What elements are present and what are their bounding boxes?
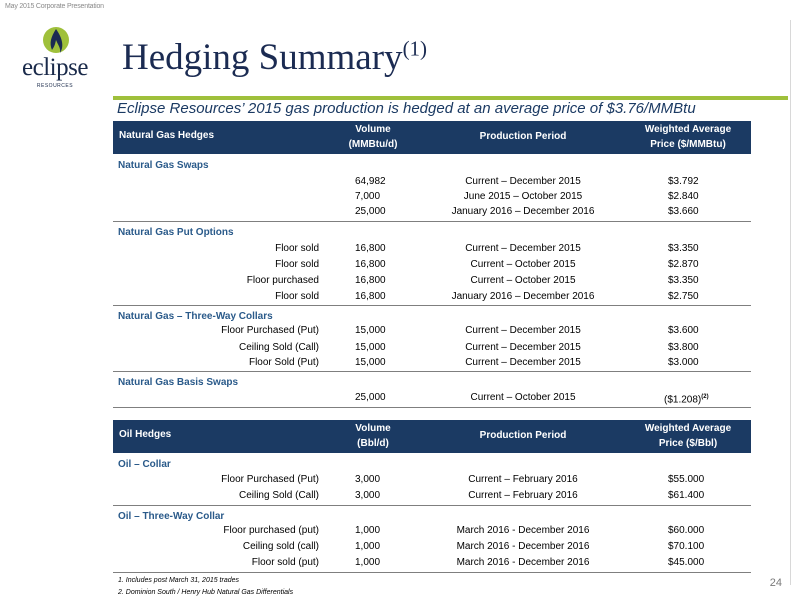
gas-table-header bbox=[113, 121, 751, 154]
oil-3way-period: March 2016 - December 2016 bbox=[456, 525, 590, 536]
put-option-period: January 2016 – December 2016 bbox=[451, 291, 595, 302]
collar-label: Floor Sold (Put) bbox=[248, 357, 319, 368]
put-option-price: $2.870 bbox=[668, 259, 699, 270]
gas-swap-period: June 2015 – October 2015 bbox=[463, 191, 583, 202]
put-option-volume: 16,800 bbox=[355, 243, 386, 254]
oil-header-period: Production Period bbox=[479, 430, 567, 441]
gas-header-volume-unit: (MMBtu/d) bbox=[348, 139, 398, 150]
section-divider bbox=[113, 505, 751, 506]
gas-header-period: Production Period bbox=[479, 131, 567, 142]
oil-collar-volume: 3,000 bbox=[355, 474, 381, 485]
gas-swap-period: Current – December 2015 bbox=[465, 176, 581, 187]
gas-swap-price: $3.660 bbox=[668, 206, 699, 217]
page-title-text: Hedging Summary bbox=[122, 37, 403, 78]
oil-header-price-unit: Price ($/Bbl) bbox=[658, 438, 718, 449]
section-oil-collar: Oil – Collar bbox=[118, 459, 171, 470]
section-natural-gas-swaps: Natural Gas Swaps bbox=[118, 160, 209, 171]
section-natural-gas-put-options: Natural Gas Put Options bbox=[118, 227, 234, 238]
put-option-period: Current – October 2015 bbox=[470, 275, 576, 286]
gas-swap-period: January 2016 – December 2016 bbox=[451, 206, 595, 217]
section-natural-gas-three-way-collars: Natural Gas – Three-Way Collars bbox=[118, 311, 273, 322]
subtitle: Eclipse Resources’ 2015 gas production is hedged at an average price of $3.76/MMBtu bbox=[117, 100, 696, 117]
oil-collar-price: $61.400 bbox=[668, 490, 705, 501]
presentation-header-note: May 2015 Corporate Presentation bbox=[5, 3, 104, 10]
gas-swap-volume: 7,000 bbox=[355, 191, 381, 202]
basis-swap-volume: 25,000 bbox=[355, 392, 386, 403]
put-option-label: Floor sold bbox=[275, 259, 319, 270]
basis-swap-price-value: ($1.208) bbox=[664, 394, 702, 406]
oil-collar-volume: 3,000 bbox=[355, 490, 381, 501]
collar-price: $3.000 bbox=[668, 357, 699, 368]
oil-3way-price: $70.100 bbox=[668, 541, 705, 552]
put-option-label: Floor purchased bbox=[246, 275, 319, 286]
oil-3way-period: March 2016 - December 2016 bbox=[456, 541, 590, 552]
logo-wordmark: eclipse bbox=[22, 54, 88, 81]
oil-3way-label: Floor sold (put) bbox=[251, 557, 319, 568]
put-option-price: $2.750 bbox=[668, 291, 699, 302]
put-option-volume: 16,800 bbox=[355, 275, 386, 286]
put-option-label: Floor sold bbox=[275, 243, 319, 254]
collar-period: Current – December 2015 bbox=[465, 325, 581, 336]
oil-header-label: Oil Hedges bbox=[119, 429, 172, 440]
oil-3way-price: $45.000 bbox=[668, 557, 705, 568]
page-title bbox=[122, 36, 427, 79]
footnote: 2. Dominion South / Henry Hub Natural Gas Differentials bbox=[118, 589, 294, 596]
oil-collar-period: Current – February 2016 bbox=[468, 490, 578, 501]
gas-header-label: Natural Gas Hedges bbox=[119, 130, 215, 141]
section-oil-three-way-collar: Oil – Three-Way Collar bbox=[118, 511, 225, 522]
put-option-price: $3.350 bbox=[668, 275, 699, 286]
oil-header-volume-unit: (Bbl/d) bbox=[357, 438, 389, 449]
section-natural-gas-basis-swaps: Natural Gas Basis Swaps bbox=[118, 377, 239, 388]
put-option-volume: 16,800 bbox=[355, 259, 386, 270]
put-option-period: Current – December 2015 bbox=[465, 243, 581, 254]
oil-3way-label: Floor purchased (put) bbox=[223, 525, 319, 536]
section-divider bbox=[113, 407, 751, 408]
section-divider bbox=[113, 371, 751, 372]
oil-3way-label: Ceiling sold (call) bbox=[242, 541, 319, 552]
oil-3way-price: $60.000 bbox=[668, 525, 705, 536]
oil-collar-period: Current – February 2016 bbox=[468, 474, 578, 485]
put-option-volume: 16,800 bbox=[355, 291, 386, 302]
logo-subtext: RESOURCES bbox=[36, 83, 74, 89]
oil-header-volume: Volume bbox=[355, 423, 391, 434]
oil-collar-label: Floor Purchased (Put) bbox=[221, 474, 319, 485]
collar-period: Current – December 2015 bbox=[465, 342, 581, 353]
put-option-label: Floor sold bbox=[275, 291, 319, 302]
section-divider bbox=[113, 221, 751, 222]
page-number: 24 bbox=[769, 577, 782, 589]
oil-3way-volume: 1,000 bbox=[355, 525, 381, 536]
section-divider bbox=[113, 572, 751, 573]
collar-label: Floor Purchased (Put) bbox=[221, 325, 319, 336]
gas-header-price-unit: Price ($/MMBtu) bbox=[650, 139, 726, 150]
oil-3way-period: March 2016 - December 2016 bbox=[456, 557, 590, 568]
title-footnote-ref: (1) bbox=[402, 36, 428, 61]
gas-swap-price: $3.792 bbox=[668, 176, 699, 187]
collar-period: Current – December 2015 bbox=[465, 357, 581, 368]
put-option-price: $3.350 bbox=[668, 243, 699, 254]
oil-3way-volume: 1,000 bbox=[355, 541, 381, 552]
collar-price: $3.600 bbox=[668, 325, 699, 336]
collar-volume: 15,000 bbox=[355, 357, 386, 368]
collar-price: $3.800 bbox=[668, 342, 699, 353]
gas-swap-volume: 25,000 bbox=[355, 206, 386, 217]
collar-volume: 15,000 bbox=[355, 342, 386, 353]
right-edge-rule bbox=[790, 20, 791, 585]
collar-volume: 15,000 bbox=[355, 325, 386, 336]
oil-collar-label: Ceiling Sold (Call) bbox=[238, 490, 319, 501]
section-divider bbox=[113, 305, 751, 306]
oil-header-price: Weighted Average bbox=[644, 423, 732, 434]
gas-header-volume: Volume bbox=[355, 124, 391, 135]
basis-swap-footnote-ref: (2) bbox=[701, 394, 709, 400]
oil-3way-volume: 1,000 bbox=[355, 557, 381, 568]
put-option-period: Current – October 2015 bbox=[470, 259, 576, 270]
gas-swap-price: $2.840 bbox=[668, 191, 699, 202]
footnote: 1. Includes post March 31, 2015 trades bbox=[118, 577, 240, 584]
gas-swap-volume: 64,982 bbox=[355, 176, 386, 187]
basis-swap-period: Current – October 2015 bbox=[470, 392, 576, 403]
collar-label: Ceiling Sold (Call) bbox=[238, 342, 319, 353]
gas-header-price: Weighted Average bbox=[644, 124, 732, 135]
basis-swap-price bbox=[664, 394, 709, 405]
oil-collar-price: $55.000 bbox=[668, 474, 705, 485]
oil-table-header bbox=[113, 420, 751, 453]
